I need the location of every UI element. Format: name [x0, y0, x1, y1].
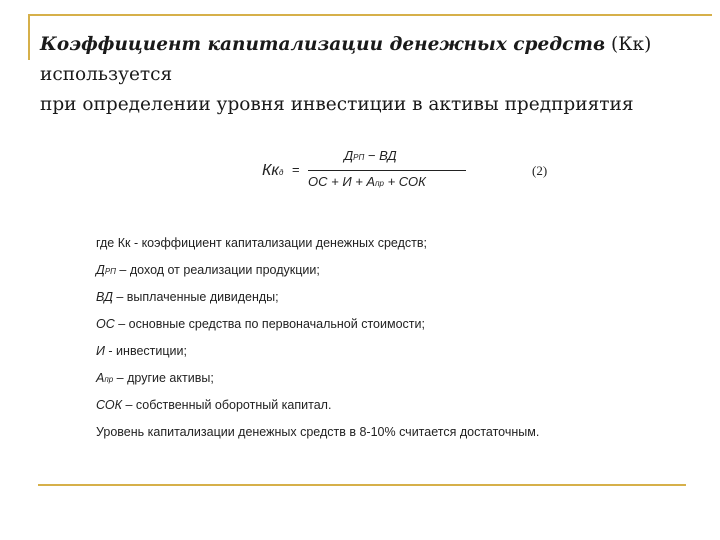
definition-row: СОК – собственный оборотный капитал. — [96, 398, 332, 412]
definition-row: Апр – другие активы; — [96, 371, 214, 385]
slide-title — [40, 30, 710, 120]
title-rest: при определении уровня инвестиции в активы предприятия — [40, 94, 634, 115]
formula-lhs: Ккд — [262, 162, 284, 179]
frame-top-line — [28, 14, 712, 16]
frame-bottom-line — [38, 484, 686, 486]
definitions-list — [96, 232, 656, 448]
fraction-bar — [308, 170, 466, 171]
definition-row: ВД – выплаченные дивиденды; — [96, 290, 279, 304]
title-bold: Коэффициент капитализации денежных средств — [40, 34, 606, 55]
definition-row: где Кк - коэффициент капитализации денежных средств; — [96, 236, 427, 250]
definition-row: Уровень капитализации денежных средств в 8-10% считается достаточным. — [96, 425, 540, 439]
frame-left-line — [28, 14, 30, 60]
formula-numerator: ДРП − ВД — [344, 148, 397, 163]
definition-row: И - инвестиции; — [96, 344, 187, 358]
formula — [262, 148, 582, 196]
definition-row: ДРП – доход от реализации продукции; — [96, 263, 320, 277]
formula-number: (2) — [532, 163, 548, 178]
formula-equals: = — [292, 162, 300, 177]
formula-denominator: ОС + И + Апр + СОК — [308, 174, 426, 189]
title-bold-suffix: (Кк) используется — [40, 34, 652, 85]
definition-row: ОС – основные средства по первоначальной стоимости; — [96, 317, 425, 331]
